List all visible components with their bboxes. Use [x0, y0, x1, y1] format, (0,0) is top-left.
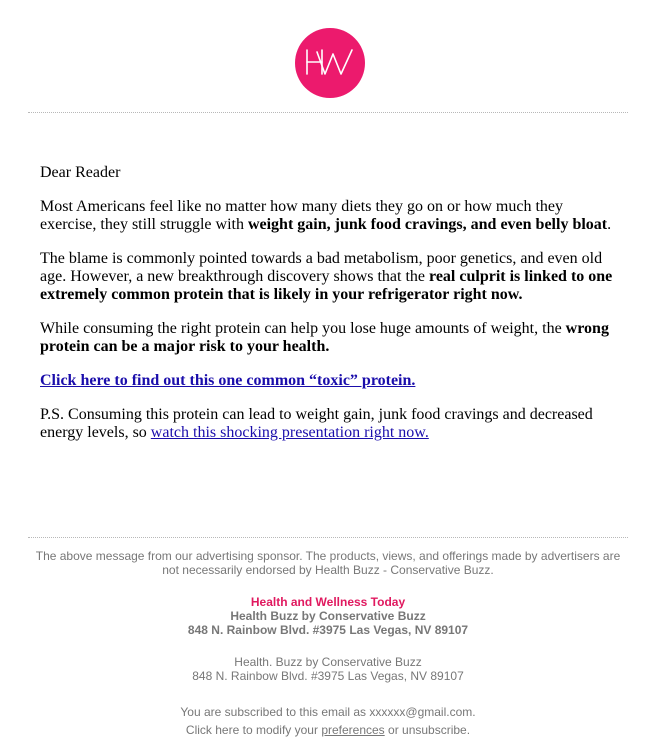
footer-sender: Health. Buzz by Conservative Buzz	[234, 655, 422, 669]
modify-line	[28, 721, 628, 739]
footer-brand: Health and Wellness Today	[250, 595, 406, 609]
paragraph-2-emphasis: real culprit is linked to one extremely common protein that is likely in your refrigerator right now.	[40, 268, 613, 303]
paragraph-3-text: While consuming the right protein can help you lose huge amounts of weight, the	[40, 320, 566, 337]
cta-paragraph	[40, 372, 618, 390]
footer	[28, 549, 628, 739]
ps-paragraph	[40, 406, 618, 442]
cta-link[interactable]: Click here to find out this one common “toxic” protein.	[40, 372, 416, 389]
footer-address: 848 N. Rainbow Blvd. #3975 Las Vegas, NV 89107	[192, 669, 464, 683]
paragraph-3-emphasis: wrong protein can be a major risk to your health.	[40, 320, 609, 355]
disclaimer: The above message from our advertising sponsor. The products, views, and offerings made by advertisers are not necessarily endorsed by Health Buzz - Conservative Buzz.	[35, 549, 621, 577]
logo	[295, 28, 365, 98]
paragraph-1-end: .	[607, 216, 612, 233]
ps-text: P.S. Consuming this protein can lead to weight gain, junk food cravings and decreased energy levels, so	[40, 406, 593, 441]
top-divider	[28, 112, 628, 113]
paragraph-1-text: Most Americans feel like no matter how many diets they go on or how much they exercise, they still struggle with	[40, 198, 563, 233]
hw-logo-icon	[295, 28, 365, 98]
preferences-link[interactable]: preferences	[321, 723, 385, 737]
logo-circle	[295, 28, 365, 98]
footer-address-block	[28, 655, 628, 683]
paragraph-1	[40, 198, 618, 234]
paragraph-1-emphasis: weight gain, junk food cravings, and even belly bloat	[247, 216, 608, 233]
unsubscribe-text: or unsubscribe.	[384, 723, 471, 737]
paragraph-2	[40, 250, 618, 304]
footer-address-bold: 848 N. Rainbow Blvd. #3975 Las Vegas, NV 89107	[187, 623, 469, 637]
greeting: Dear Reader	[40, 164, 121, 181]
modify-text: Click here to modify your	[185, 723, 322, 737]
footer-sender-bold: Health Buzz by Conservative Buzz	[230, 609, 426, 623]
bottom-divider	[28, 537, 628, 538]
email-body	[40, 164, 618, 458]
paragraph-2-text: The blame is commonly pointed towards a bad metabolism, poor genetics, and even old age. However, a new breakthrough discovery shows that the	[40, 250, 603, 285]
paragraph-3	[40, 320, 618, 356]
subscription-info	[28, 703, 628, 739]
presentation-link[interactable]: watch this shocking presentation right now.	[150, 424, 429, 441]
subscribed-line: You are subscribed to this email as xxxxxx@gmail.com.	[180, 705, 476, 719]
